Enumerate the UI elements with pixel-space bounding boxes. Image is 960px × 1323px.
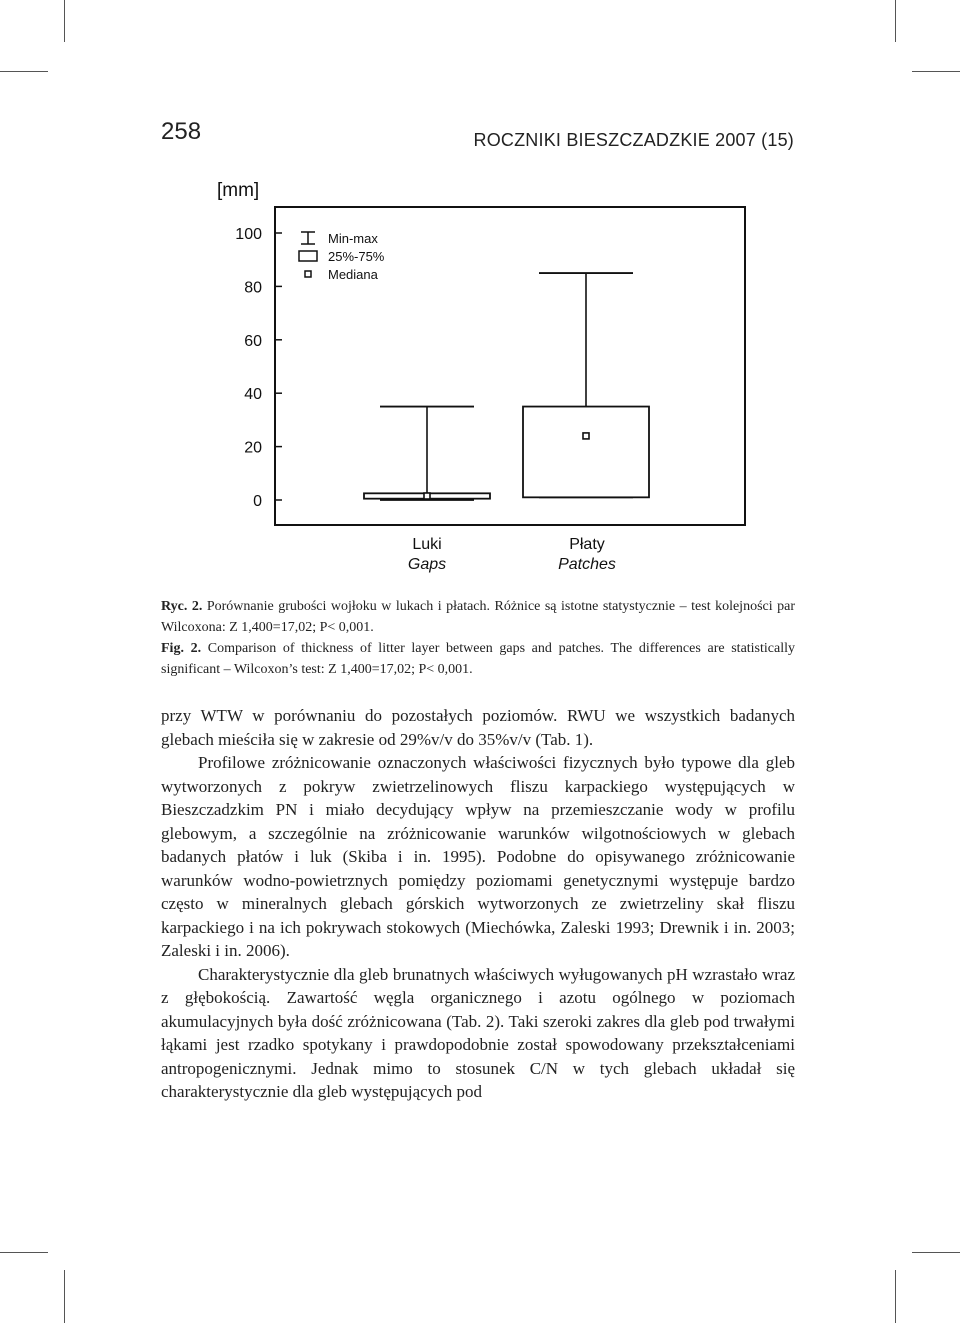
x-label-pl: Luki xyxy=(412,536,442,553)
figure-caption-en xyxy=(161,638,795,680)
iqr-box xyxy=(523,407,649,498)
legend-label: 25%-75% xyxy=(328,249,385,264)
median-marker xyxy=(583,433,589,439)
boxes-layer xyxy=(364,273,649,500)
y-tick-label: 80 xyxy=(244,279,262,297)
paragraph-2: Profilowe zróżnicowanie oznaczonych właściwości fizycznych było typowe dla gleb wytworzonych z pokryw zwietrzelinowych fliszu karpackiego występujących w Bieszczadzkim PN i miało decydujący wpływ na przemieszczanie wody w profilu glebowym, a szczególnie na zróżnicowanie warunków wilgotnościowych w glebach badanych płatów i luk (Skiba i in. 1995). Podobne do opisywanego zróżnicowanie warunków wodno-powietrznych pomiędzy poziomami genetycznymi występuje bardzo często w mineralnych glebach górskich wytworzonych ze zwietrzeliny skał fliszu karpackiego i na ich pokrywach stokowych (Miechówka, Zaleski 1993; Drewnik i in. 2003; Zaleski i in. 2006). xyxy=(161,753,795,960)
body-text xyxy=(161,704,795,1104)
paragraph-1: przy WTW w porównaniu do pozostałych poziomów. RWU we wszystkich badanych glebach mieściła się w zakresie od 29%v/v do 35%v/v (Tab. 1). xyxy=(161,706,795,749)
caption-en-text: Comparison of thickness of litter layer between gaps and patches. The differences are statistically significant – Wilcoxon’s test: Z 1,400=17,02; P< 0,001. xyxy=(161,641,795,677)
x-label-en: Gaps xyxy=(407,556,447,573)
y-unit-label: [mm] xyxy=(217,180,260,201)
crop-mark-bottom-left-v xyxy=(64,1270,65,1323)
x-axis-labels xyxy=(408,536,616,573)
paragraph-3: Charakterystycznie dla gleb brunatnych właściwych wyługowanych pH wzrastało wraz z głębokością. Zawartość węgla organicznego i azotu ogólnego w poziomach akumulacyjnych była dość zróżnicowana (Tab. 2). Taki szeroki zakres dla gleb pod trwałymi łąkami jest rzadko spotykany i prawdopodobnie został spowodowany przekształceniami antropogenicznymi. Jednak mimo to stosunek C/N w tych glebach układał się charakterystycznie dla gleb występujących pod xyxy=(161,964,795,1101)
crop-mark-bottom-right-h xyxy=(912,1252,960,1253)
legend-box-icon xyxy=(299,251,317,261)
legend-label: Min-max xyxy=(328,231,378,246)
median-marker xyxy=(424,493,430,499)
legend-label: Mediana xyxy=(328,267,378,282)
page-number: 258 xyxy=(161,118,202,145)
caption-pl-label: Ryc. 2. xyxy=(161,599,203,614)
crop-mark-bottom-left-h xyxy=(0,1252,48,1253)
journal-title: ROCZNIKI BIESZCZADZKIE 2007 (15) xyxy=(473,130,794,150)
y-tick-label: 0 xyxy=(253,493,262,510)
y-tick-label: 60 xyxy=(244,332,262,350)
chart-legend xyxy=(299,231,385,282)
caption-pl-text: Porównanie grubości wojłoku w lukach i płatach. Różnice są istotne statystycznie – test kolejności par Wilcoxona: Z 1,400=17,02; P< 0,001. xyxy=(161,599,795,635)
x-label-pl: Płaty xyxy=(569,536,605,553)
crop-mark-bottom-right-v xyxy=(895,1270,896,1323)
legend-median-icon xyxy=(305,271,311,277)
figure-caption-pl xyxy=(161,596,795,638)
boxplot-chart xyxy=(0,0,960,600)
y-tick-label: 100 xyxy=(235,226,262,243)
y-tick-label: 40 xyxy=(244,386,262,404)
y-tick-label: 20 xyxy=(244,439,262,457)
caption-en-label: Fig. 2. xyxy=(161,641,202,656)
x-label-en: Patches xyxy=(558,556,616,573)
